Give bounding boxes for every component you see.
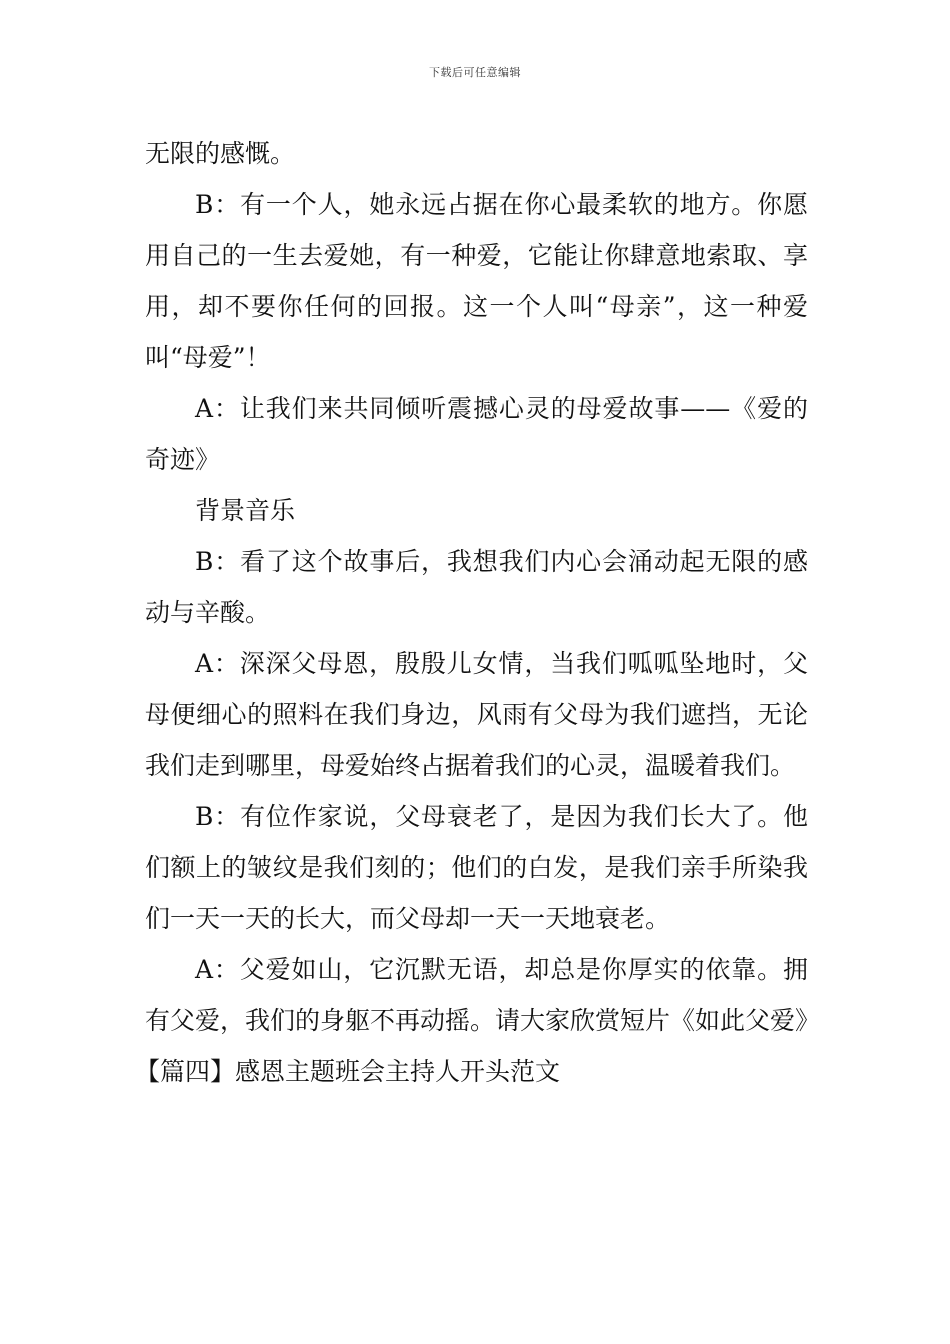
paragraph-b-mother-intro: B：有一个人，她永远占据在你心最柔软的地方。你愿用自己的一生去爱她，有一种爱，它能让你肆意地索取、享用，却不要你任何的回报。这一个人叫“母亲”，这一种爱叫“母爱”！ [145, 190, 808, 372]
paragraph-b-writer-quote: B：有位作家说，父母衰老了，是因为我们长大了。他们额上的皱纹是我们刻的；他们的白发，是我们亲手所染我们一天一天的长大，而父母却一天一天地衰老。 [145, 802, 808, 933]
paragraph-continuation: 无限的感慨。 [145, 139, 296, 168]
paragraph-a-parents-grace: A：深深父母恩，殷殷儿女情，当我们呱呱坠地时，父母便细心的照料在我们身边，风雨有父母为我们遮挡，无论我们走到哪里，母爱始终占据着我们的心灵，温暖着我们。 [145, 649, 808, 780]
paragraph-b-after-story: B：看了这个故事后，我想我们内心会涌动起无限的感动与辛酸。 [145, 547, 808, 627]
paragraph-background-music: 背景音乐 [195, 496, 296, 525]
paragraph-a-miracle-of-love: A：让我们来共同倾听震撼心灵的母爱故事——《爱的奇迹》 [145, 394, 808, 474]
header-note: 下载后可任意编辑 [429, 66, 521, 79]
document-body [135, 128, 821, 1097]
paragraph-a-fatherly-love: A：父爱如山，它沉默无语，却总是你厚实的依靠。拥有父爱，我们的身躯不再动摇。请大家欣赏短片《如此父爱》 [145, 955, 821, 1035]
section-heading: 【篇四】感恩主题班会主持人开头范文 [135, 1057, 561, 1086]
